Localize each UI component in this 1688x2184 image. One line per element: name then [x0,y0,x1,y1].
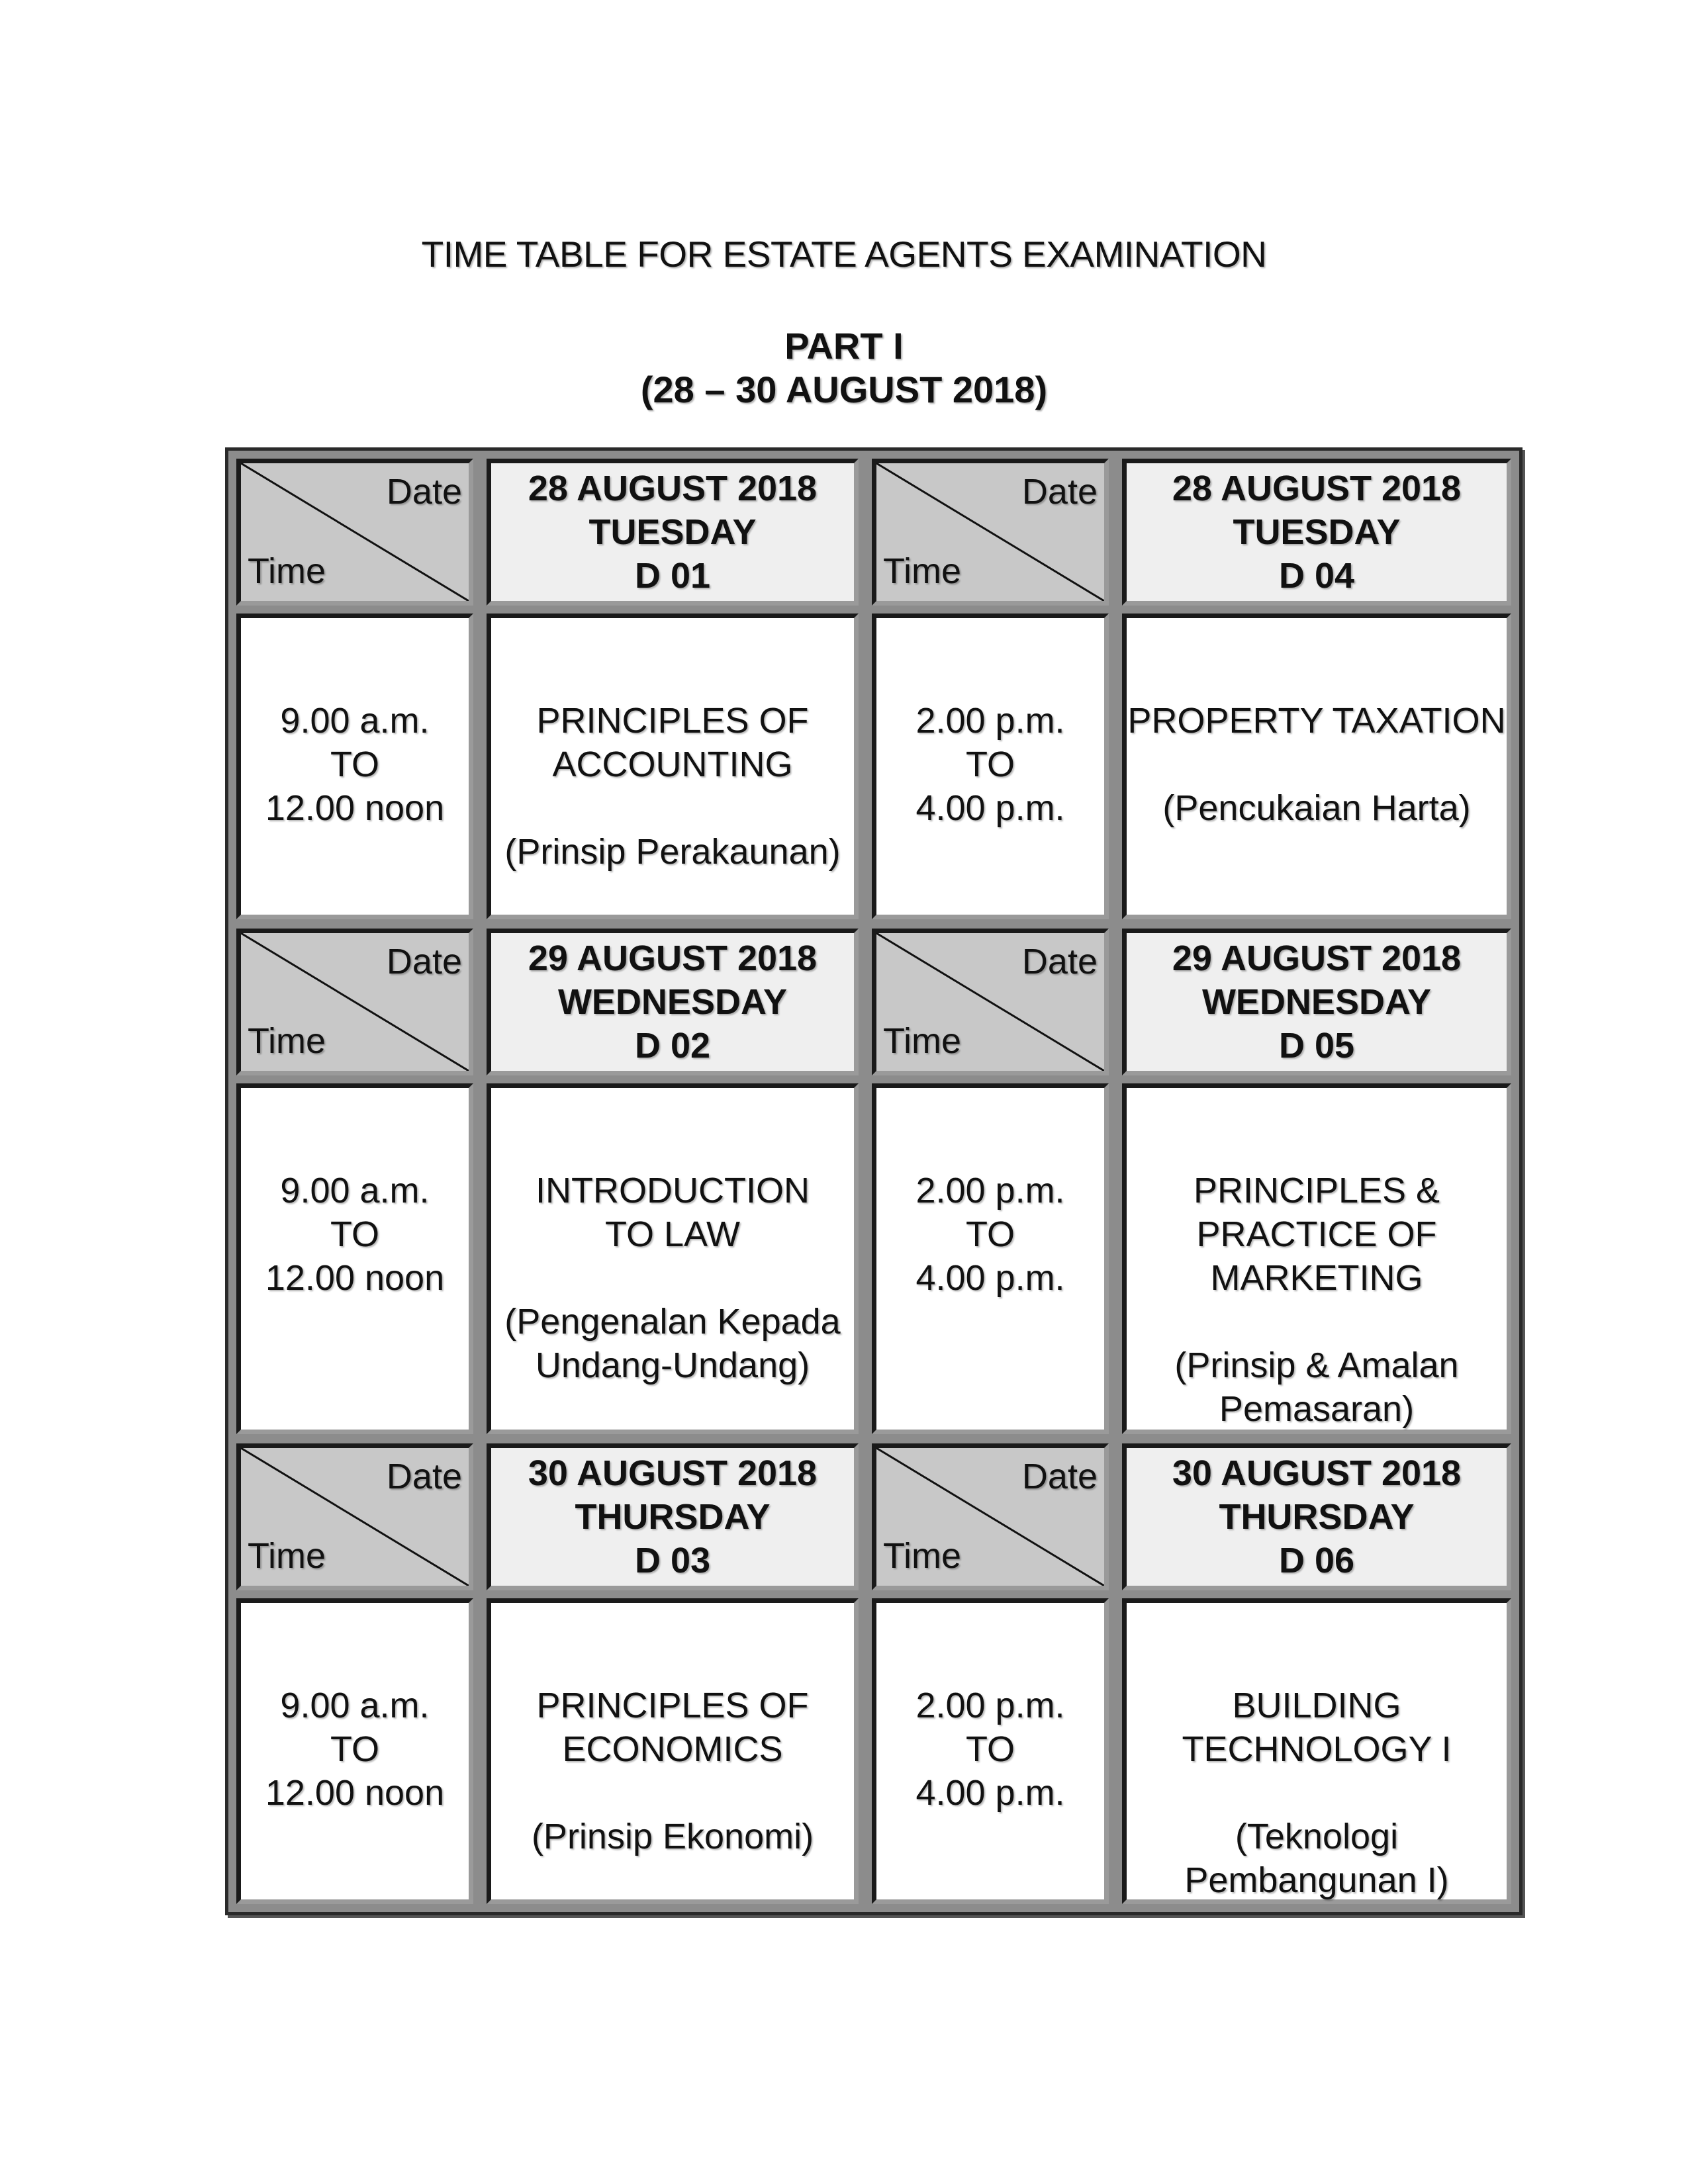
date-header-line: 30 AUGUST 2018 [528,1453,818,1493]
afternoon-subject-text [1182,1684,1451,1902]
line-gap [504,786,840,830]
afternoon-date-header-text [1172,936,1461,1068]
afternoon-subject-line: BUILDING [1232,1686,1401,1725]
morning-subject-line: PRINCIPLES OF [536,1686,809,1725]
afternoon-time [872,614,1109,919]
part-label: PART I [784,325,904,367]
date-header-line: 29 AUGUST 2018 [1172,938,1462,978]
morning-date-header-text [528,467,817,598]
afternoon-time [872,1598,1109,1904]
afternoon-time-line: 4.00 p.m. [915,1773,1065,1813]
time-label: Time [883,1536,961,1576]
morning-time-text [265,1169,444,1300]
morning-date-header-text [528,936,817,1068]
morning-subject-text [532,1684,814,1858]
afternoon-subject [1122,1598,1511,1904]
exam-period: (28 – 30 AUGUST 2018) [640,369,1048,410]
morning-subject-line: PRINCIPLES OF [536,701,809,741]
afternoon-subject-line: Pemasaran) [1219,1389,1415,1429]
afternoon-time-line: 4.00 p.m. [915,788,1065,828]
morning-subject [487,1598,859,1904]
date-time-corner-left [236,929,473,1075]
date-header-line: D 06 [1278,1541,1355,1580]
afternoon-date-header [1122,1443,1511,1590]
morning-time-text [265,699,444,830]
morning-subject [487,614,859,919]
afternoon-subject-line: TECHNOLOGY I [1182,1729,1452,1769]
date-label: Date [386,942,462,981]
morning-subject-line: ECONOMICS [562,1729,783,1769]
morning-time-line: 12.00 noon [265,1258,445,1298]
date-time-corner-left [236,1443,473,1590]
date-time-corner-left [236,459,473,606]
date-time-corner-right [872,459,1109,606]
date-header-line: D 04 [1278,556,1355,596]
morning-date-header [487,929,859,1075]
date-header-line: THURSDAY [575,1497,771,1537]
morning-subject-line: ACCOUNTING [552,745,793,784]
date-label: Date [386,1457,462,1496]
date-header-line: TUESDAY [1233,512,1401,552]
morning-time [236,1083,473,1434]
date-header-line: TUESDAY [588,512,757,552]
afternoon-subject-line: (Teknologi [1235,1817,1399,1856]
afternoon-time-text [915,1169,1064,1300]
part-heading [0,324,1688,412]
date-header-line: 28 AUGUST 2018 [1172,469,1462,508]
morning-time-line: TO [330,745,379,784]
afternoon-subject [1122,1083,1511,1434]
line-gap [1182,1771,1451,1815]
morning-time-line: TO [330,1729,379,1769]
afternoon-date-header [1122,929,1511,1075]
afternoon-time-text [915,699,1064,830]
morning-time-line: 9.00 a.m. [280,1171,430,1210]
date-time-corner-right [872,929,1109,1075]
morning-time [236,1598,473,1904]
afternoon-time-line: TO [965,1729,1015,1769]
timetable [225,447,1523,1915]
line-gap [1174,1300,1458,1343]
afternoon-subject-text [1127,699,1505,830]
morning-subject-line: (Prinsip Perakaunan) [504,832,841,872]
morning-subject-line: (Prinsip Ekonomi) [531,1817,814,1856]
afternoon-subject-line: (Pencukaian Harta) [1162,788,1471,828]
line-gap [532,1771,814,1815]
afternoon-time-line: TO [965,1214,1015,1254]
morning-subject [487,1083,859,1434]
afternoon-date-header-text [1172,1451,1461,1582]
afternoon-time-line: 2.00 p.m. [915,1686,1065,1725]
afternoon-subject-line: MARKETING [1210,1258,1423,1298]
document-title: TIME TABLE FOR ESTATE AGENTS EXAMINATION [421,234,1267,275]
afternoon-time-line: 2.00 p.m. [915,1171,1065,1210]
afternoon-subject-text [1174,1169,1458,1431]
date-header-line: THURSDAY [1219,1497,1415,1537]
afternoon-subject-line: (Prinsip & Amalan [1174,1345,1459,1385]
date-label: Date [1021,472,1098,512]
morning-subject-line: (Pengenalan Kepada [504,1302,841,1342]
afternoon-subject [1122,614,1511,919]
date-header-line: 28 AUGUST 2018 [528,469,818,508]
morning-subject-line: Undang-Undang) [535,1345,810,1385]
date-header-line: 29 AUGUST 2018 [528,938,818,978]
date-header-line: D 02 [634,1026,711,1066]
afternoon-subject-line: PRACTICE OF [1196,1214,1437,1254]
time-label: Time [248,1021,326,1061]
afternoon-date-header-text [1172,467,1461,598]
time-label: Time [883,551,961,591]
morning-subject-text [504,1169,840,1387]
afternoon-subject-line: Pembangunan I) [1184,1860,1449,1900]
time-label: Time [883,1021,961,1061]
date-label: Date [1021,1457,1098,1496]
date-header-line: D 05 [1278,1026,1355,1066]
date-label: Date [386,472,462,512]
afternoon-time-line: 4.00 p.m. [915,1258,1065,1298]
morning-time [236,614,473,919]
date-header-line: WEDNESDAY [1201,982,1432,1022]
morning-date-header [487,1443,859,1590]
date-header-line: WEDNESDAY [557,982,788,1022]
afternoon-time-text [915,1684,1064,1815]
line-gap [504,1256,840,1300]
time-label: Time [248,551,326,591]
morning-date-header-text [528,1451,817,1582]
afternoon-subject-line: PRINCIPLES & [1193,1171,1440,1210]
date-time-corner-right [872,1443,1109,1590]
morning-time-line: 12.00 noon [265,1773,445,1813]
morning-time-line: 12.00 noon [265,788,445,828]
date-header-line: D 01 [634,556,711,596]
afternoon-time-line: TO [965,745,1015,784]
afternoon-subject-line: PROPERTY TAXATION [1127,701,1506,741]
date-label: Date [1021,942,1098,981]
morning-subject-line: TO LAW [604,1214,741,1254]
afternoon-time-line: 2.00 p.m. [915,701,1065,741]
morning-time-line: TO [330,1214,379,1254]
morning-subject-text [504,699,840,874]
afternoon-date-header [1122,459,1511,606]
morning-subject-line: INTRODUCTION [536,1171,810,1210]
morning-time-line: 9.00 a.m. [280,1686,430,1725]
time-label: Time [248,1536,326,1576]
line-gap [1127,743,1505,786]
date-header-line: D 03 [634,1541,711,1580]
morning-time-line: 9.00 a.m. [280,701,430,741]
morning-time-text [265,1684,444,1815]
afternoon-time [872,1083,1109,1434]
date-header-line: 30 AUGUST 2018 [1172,1453,1462,1493]
morning-date-header [487,459,859,606]
